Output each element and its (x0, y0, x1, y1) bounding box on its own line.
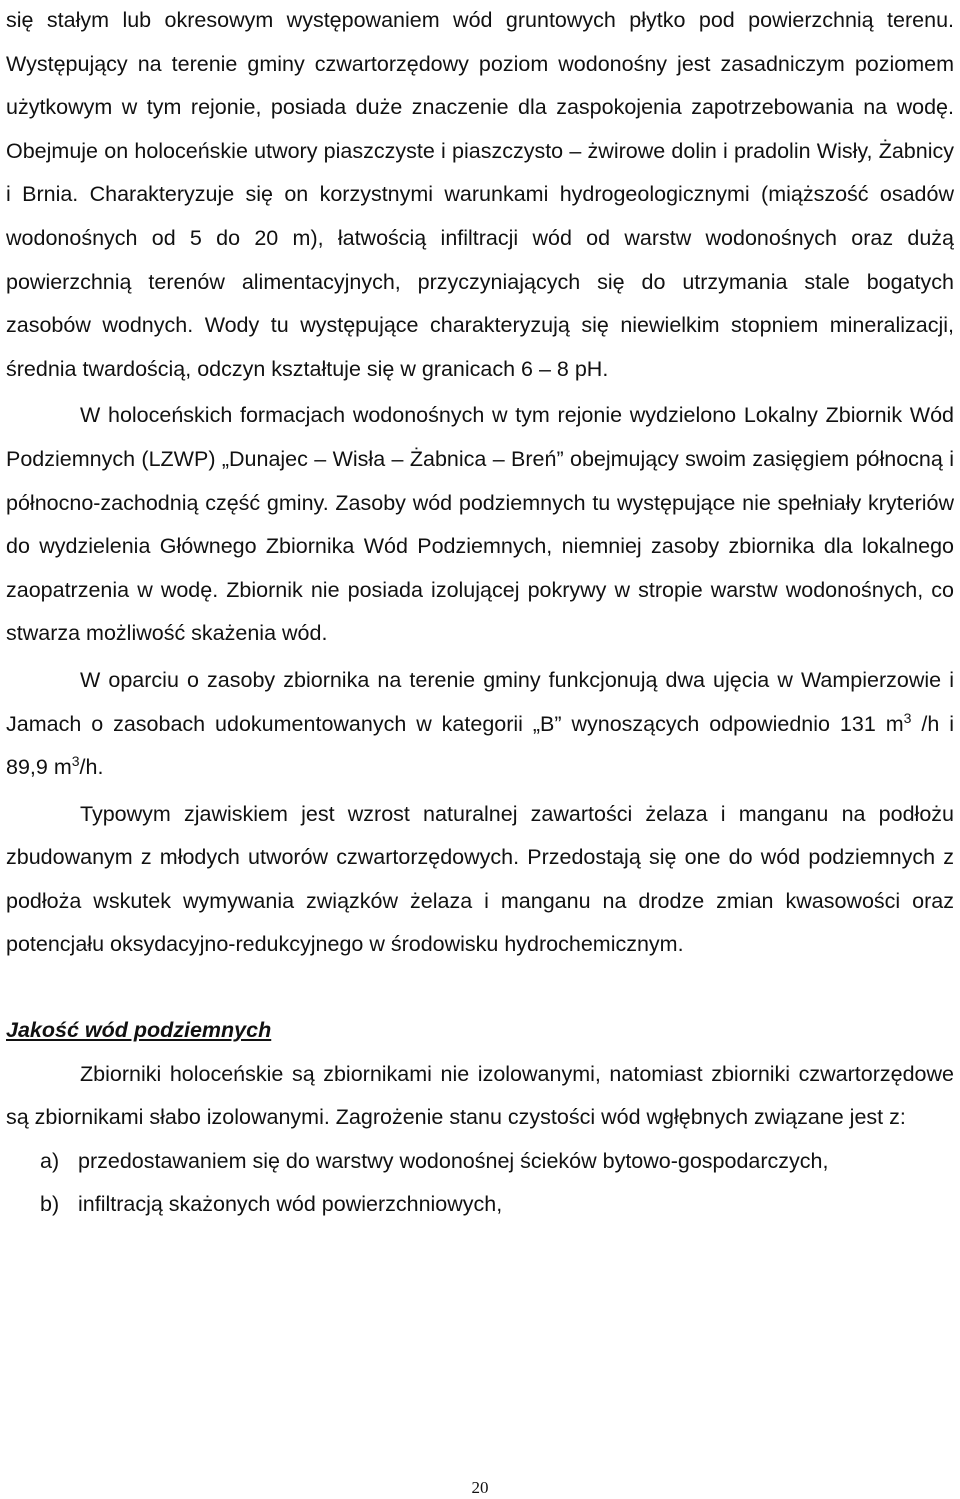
document-page (6, 0, 954, 1227)
section-heading-groundwater-quality: Jakość wód podziemnych (6, 1018, 272, 1043)
list-item (6, 1140, 954, 1184)
list-marker: a) (40, 1148, 60, 1173)
intakes-text-a: W oparciu o zasoby zbiornika na terenie gminy funkcjonują dwa ujęcia w Wampierzowie i Jamach o zasobach udokumentowanych w kategorii „B” wynoszących odpowiednio 131 m (6, 667, 954, 736)
page-number: 20 (471, 1478, 489, 1497)
intakes-text-c: /h. (79, 755, 104, 780)
superscript-cubic-1: 3 (903, 709, 912, 726)
paragraph-aquifer-description: się stałym lub okresowym występowaniem wód gruntowych płytko pod powierzchnią terenu. Występujący na terenie gminy czwartorzędowy poziom wodonośny jest zasadniczym poziomem użytkowym w tym rejonie, posiada duże znaczenie dla zaspokojenia zapotrzebowania na wodę. Obejmuje on holoceńskie utwory piaszczyste i piaszczysto – żwirowe dolin i pradolin Wisły, Żabnicy i Brnia. Charakteryzuje się on korzystnymi warunkami hydrogeologicznymi (miąższość osadów wodonośnych od 5 do 20 m), łatwością infiltracji wód od warstw wodonośnych oraz dużą powierzchnią terenów alimentacyjnych, przyczyniających się do utrzymania stale bogatych zasobów wodnych. Wody tu występujące charakteryzują się niewielkim stopniem mineralizacji, średnia twardością, odczyn kształtuje się w granicach 6 – 8 pH. (6, 8, 954, 381)
list-item-text: przedostawaniem się do warstwy wodonośnej ścieków bytowo-gospodarczych, (78, 1148, 829, 1173)
paragraph-iron-manganese: Typowym zjawiskiem jest wzrost naturalnej zawartości żelaza i manganu na podłożu zbudowanym z młodych utworów czwartorzędowych. Przedostają się one do wód podziemnych z podłoża wskutek wymywania związków żelaza i manganu na drodze zmian kwasowości oraz potencjału oksydacyjno-redukcyjnego w środowisku hydrochemicznym. (6, 801, 954, 957)
list-item-text: infiltracją skażonych wód powierzchniowych, (78, 1192, 503, 1217)
paragraph-threats-intro: Zbiorniki holoceńskie są zbiornikami nie izolowanymi, natomiast zbiorniki czwartorzędowe są zbiornikami słabo izolowanymi. Zagrożenie stanu czystości wód wgłębnych związane jest z: (6, 1061, 954, 1130)
paragraph-water-intakes (6, 659, 954, 790)
list-marker: b) (40, 1192, 60, 1217)
intakes-text-b: /h i 89,9 m (6, 711, 955, 780)
paragraph-lzwp: W holoceńskich formacjach wodonośnych w tym rejonie wydzielono Lokalny Zbiornik Wód Podziemnych (LZWP) „Dunajec – Wisła – Żabnica – Breń” obejmujący swoim zasięgiem północną i północno-zachodnią część gminy. Zasoby wód podziemnych tu występujące nie spełniały kryteriów do wydzielenia Głównego Zbiornika Wód Podziemnych, niemniej zasoby zbiornika dla lokalnego zaopatrzenia w wodę. Zbiornik nie posiada izolującej pokrywy w stropie warstw wodonośnych, co stwarza możliwość skażenia wód. (6, 403, 954, 646)
list-item (6, 1183, 954, 1227)
threats-list (6, 1140, 954, 1227)
superscript-cubic-2: 3 (71, 753, 80, 770)
